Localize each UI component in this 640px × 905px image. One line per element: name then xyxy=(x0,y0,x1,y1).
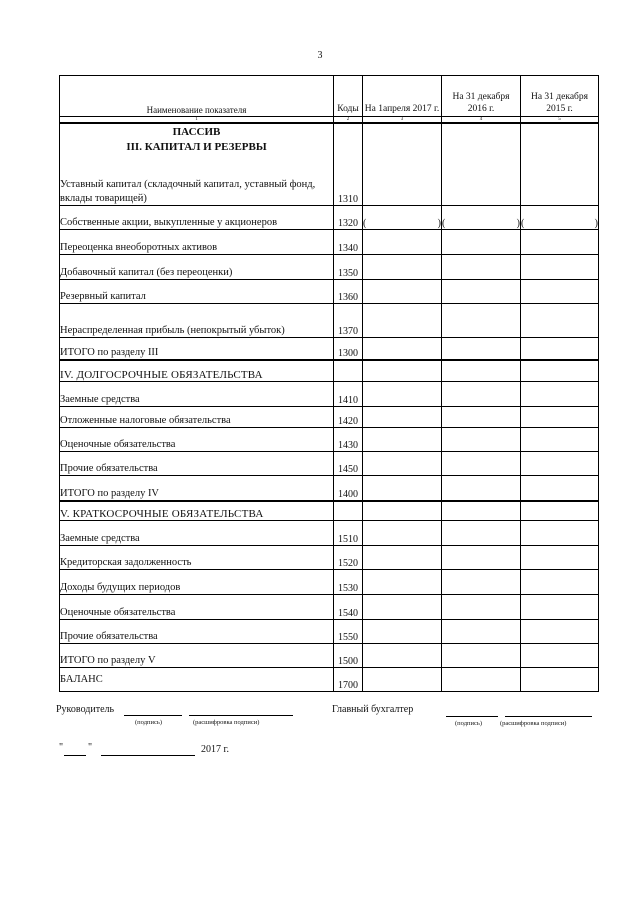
column-number: 5 xyxy=(521,117,599,124)
row-code: 1500 xyxy=(334,643,363,667)
value-cell[interactable] xyxy=(442,667,521,691)
head-signature-caption: (подпись) xyxy=(135,719,162,726)
value-cell[interactable] xyxy=(521,667,599,691)
row-name: Прочие обязательства xyxy=(60,451,334,475)
value-cell[interactable] xyxy=(363,667,442,691)
row-code: 1320 xyxy=(334,205,363,229)
column-number: 1 xyxy=(60,117,334,124)
row-name: Отложенные налоговые обязательства xyxy=(60,406,334,427)
value-cell[interactable] xyxy=(442,303,521,337)
row-code: 1360 xyxy=(334,279,363,303)
row-name: ИТОГО по разделу III xyxy=(60,337,334,360)
table-row xyxy=(60,279,599,303)
value-cell[interactable] xyxy=(521,475,599,501)
value-cell[interactable] xyxy=(442,381,521,406)
header-col2: На 31 декабря 2016 г. xyxy=(442,76,521,117)
value-cell[interactable] xyxy=(442,279,521,303)
value-cell-parenthesized[interactable]: ( ) xyxy=(363,205,442,229)
row-name: Заемные средства xyxy=(60,520,334,545)
value-cell[interactable] xyxy=(363,427,442,451)
value-cell[interactable] xyxy=(363,229,442,254)
section-title-short-term: V. КРАТКОСРОЧНЫЕ ОБЯЗАТЕЛЬСТВА xyxy=(60,501,334,520)
value-cell[interactable] xyxy=(363,569,442,594)
value-cell[interactable] xyxy=(442,254,521,279)
row-code: 1420 xyxy=(334,406,363,427)
table-row xyxy=(60,337,599,360)
table-row xyxy=(60,254,599,279)
row-name: Заемные средства xyxy=(60,381,334,406)
table-row xyxy=(60,123,599,205)
head-signature-line[interactable] xyxy=(124,714,182,716)
value-cell[interactable] xyxy=(442,545,521,569)
value-cell[interactable] xyxy=(363,381,442,406)
section-row xyxy=(60,360,599,381)
value-cell[interactable] xyxy=(442,451,521,475)
value-cell[interactable] xyxy=(363,279,442,303)
value-cell[interactable] xyxy=(442,229,521,254)
header-col3: На 31 декабря 2015 г. xyxy=(521,76,599,117)
header-name: Наименование показателя xyxy=(60,76,334,117)
section-row xyxy=(60,501,599,520)
row-code: 1310 xyxy=(334,123,363,205)
value-cell[interactable] xyxy=(521,643,599,667)
header-col1: На 1апреля 2017 г. xyxy=(363,76,442,117)
head-label: Руководитель xyxy=(56,704,115,715)
table-row xyxy=(60,545,599,569)
table-row xyxy=(60,303,599,337)
table-row xyxy=(60,619,599,643)
value-cell[interactable] xyxy=(442,643,521,667)
value-cell[interactable] xyxy=(442,619,521,643)
accountant-decoding-line[interactable] xyxy=(505,715,592,717)
table-row xyxy=(60,381,599,406)
value-cell[interactable] xyxy=(521,123,599,205)
table-row xyxy=(60,451,599,475)
value-cell[interactable] xyxy=(521,451,599,475)
value-cell[interactable] xyxy=(363,406,442,427)
table-row xyxy=(60,229,599,254)
value-cell[interactable] xyxy=(363,475,442,501)
head-decoding-caption: (расшифровка подписи) xyxy=(193,719,260,726)
row-code: 1430 xyxy=(334,427,363,451)
value-cell[interactable] xyxy=(363,254,442,279)
value-cell-parenthesized[interactable]: ( ) xyxy=(442,205,521,229)
section-title-capital: III. КАПИТАЛ И РЕЗЕРВЫ xyxy=(126,141,267,154)
table-row xyxy=(60,475,599,501)
value-cell[interactable] xyxy=(363,594,442,619)
date-month-line[interactable] xyxy=(101,754,195,756)
value-cell[interactable] xyxy=(521,594,599,619)
table-row xyxy=(60,569,599,594)
row-name: Переоценка внеоборотных активов xyxy=(60,229,334,254)
section-title-passiv: ПАССИВ xyxy=(172,126,221,138)
table-row xyxy=(60,406,599,427)
row-name: ИТОГО по разделу V xyxy=(60,643,334,667)
row-name: ИТОГО по разделу IV xyxy=(60,475,334,501)
value-cell[interactable] xyxy=(521,381,599,406)
row-name: Добавочный капитал (без переоценки) xyxy=(60,254,334,279)
table-row xyxy=(60,205,599,229)
value-cell[interactable] xyxy=(521,337,599,360)
value-cell[interactable] xyxy=(521,279,599,303)
table-row xyxy=(60,520,599,545)
value-cell[interactable] xyxy=(521,303,599,337)
row-code: 1340 xyxy=(334,229,363,254)
date-quote-close: " xyxy=(88,742,93,753)
value-cell[interactable] xyxy=(363,545,442,569)
row-code: 1520 xyxy=(334,545,363,569)
value-cell[interactable] xyxy=(442,520,521,545)
value-cell[interactable] xyxy=(521,619,599,643)
value-cell[interactable] xyxy=(442,123,521,205)
value-cell[interactable] xyxy=(363,619,442,643)
date-quote-open: " xyxy=(59,742,64,753)
accountant-signature-caption: (подпись) xyxy=(455,720,482,727)
date-year: 2017 г. xyxy=(201,744,229,755)
row-code: 1410 xyxy=(334,381,363,406)
value-cell[interactable] xyxy=(363,337,442,360)
section-title-long-term: IV. ДОЛГОСРОЧНЫЕ ОБЯЗАТЕЛЬСТВА xyxy=(60,360,334,381)
value-cell[interactable] xyxy=(363,643,442,667)
row-code: 1700 xyxy=(334,667,363,691)
table-row xyxy=(60,594,599,619)
value-cell[interactable] xyxy=(442,569,521,594)
value-cell[interactable] xyxy=(521,569,599,594)
row-code: 1300 xyxy=(334,337,363,360)
row-code: 1540 xyxy=(334,594,363,619)
value-cell[interactable] xyxy=(363,123,442,205)
row-name: Оценочные обязательства xyxy=(60,427,334,451)
table-row xyxy=(60,427,599,451)
value-cell[interactable] xyxy=(442,337,521,360)
row-code: 1530 xyxy=(334,569,363,594)
accountant-decoding-caption: (расшифровка подписи) xyxy=(500,720,567,727)
column-number: 3 xyxy=(363,117,442,124)
column-number: 4 xyxy=(442,117,521,124)
row-name: Собственные акции, выкупленные у акционеров xyxy=(60,205,334,229)
row-code: 1350 xyxy=(334,254,363,279)
page-number: 3 xyxy=(317,50,323,61)
value-cell[interactable] xyxy=(363,520,442,545)
value-cell[interactable] xyxy=(363,451,442,475)
table-row xyxy=(60,667,599,691)
row-1310-name: Уставный капитал (складочный капитал, уставный фонд, вклады товарищей) xyxy=(60,179,316,204)
date-day-line[interactable] xyxy=(64,754,86,756)
header-code: Коды xyxy=(334,76,363,117)
row-name: Кредиторская задолженность xyxy=(60,545,334,569)
row-name: Резервный капитал xyxy=(60,279,334,303)
head-decoding-line[interactable] xyxy=(189,714,293,716)
row-name: БАЛАНС xyxy=(60,667,334,691)
value-cell[interactable] xyxy=(521,545,599,569)
table-header-row xyxy=(60,76,599,117)
balance-table xyxy=(59,75,599,692)
row-code: 1450 xyxy=(334,451,363,475)
row-code: 1550 xyxy=(334,619,363,643)
row-name xyxy=(60,123,334,205)
row-code: 1400 xyxy=(334,475,363,501)
value-cell[interactable] xyxy=(442,406,521,427)
value-cell[interactable] xyxy=(521,427,599,451)
accountant-signature-line[interactable] xyxy=(446,715,498,717)
value-cell[interactable] xyxy=(521,406,599,427)
row-name: Прочие обязательства xyxy=(60,619,334,643)
value-cell-parenthesized[interactable]: ( ) xyxy=(521,205,599,229)
chief-accountant-label: Главный бухгалтер xyxy=(332,704,414,715)
value-cell[interactable] xyxy=(442,427,521,451)
value-cell[interactable] xyxy=(521,520,599,545)
row-name: Доходы будущих периодов xyxy=(60,569,334,594)
table-row xyxy=(60,643,599,667)
row-name: Оценочные обязательства xyxy=(60,594,334,619)
value-cell[interactable] xyxy=(442,594,521,619)
column-number: 2 xyxy=(334,117,363,124)
row-code: 1510 xyxy=(334,520,363,545)
value-cell[interactable] xyxy=(442,475,521,501)
row-code: 1370 xyxy=(334,303,363,337)
value-cell[interactable] xyxy=(521,229,599,254)
value-cell[interactable] xyxy=(363,303,442,337)
row-name: Нераспределенная прибыль (непокрытый убыток) xyxy=(60,303,334,337)
value-cell[interactable] xyxy=(521,254,599,279)
